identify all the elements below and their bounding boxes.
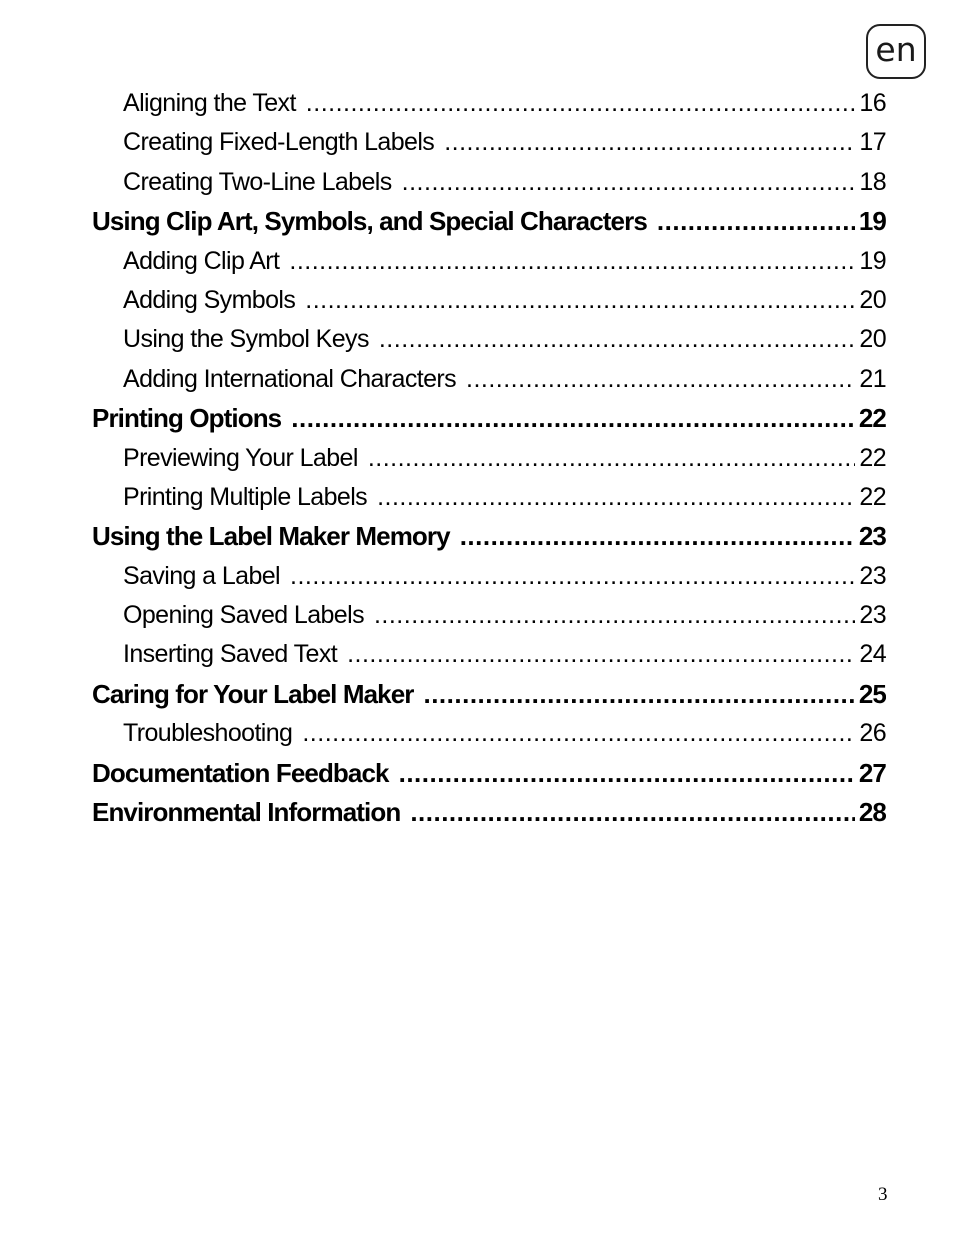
toc-entry-page: 22 [858,403,886,434]
toc-entry-page: 26 [859,719,886,748]
toc-entry-title: Aligning the Text [123,89,296,117]
toc-entry-title: Using Clip Art, Symbols, and Special Characters [92,206,647,237]
toc-entry-page: 20 [859,325,886,354]
toc-entry-title: Opening Saved Labels [123,601,364,630]
toc-entry-title: Using the Symbol Keys [123,325,369,354]
toc-entry-title: Using the Label Maker Memory [92,521,450,552]
language-badge: en [866,24,926,79]
toc-entry-page: 23 [859,561,886,590]
toc-subsection-entry[interactable] [92,635,886,674]
toc-entry-page: 17 [859,128,886,157]
toc-dot-leader [289,242,855,281]
toc-entry-page: 22 [859,443,886,472]
toc-section-entry[interactable] [92,517,886,556]
toc-entry-page: 23 [859,601,886,630]
toc-dot-leader [466,360,855,399]
toc-entry-title: Documentation Feedback [92,757,389,788]
toc-entry-page: 23 [858,521,886,552]
toc-entry-page: 18 [859,167,886,196]
toc-entry-page: 16 [859,89,886,117]
toc-entry-title: Caring for Your Label Maker [92,678,414,709]
toc-dot-leader [423,675,854,714]
toc-entry-title: Adding Symbols [123,285,296,314]
toc-section-entry[interactable] [92,202,886,241]
toc-entry-page: 19 [858,206,886,237]
toc-subsection-entry[interactable] [92,281,886,320]
toc-entry-title: Printing Options [92,403,282,434]
toc-dot-leader [291,399,855,438]
toc-entry-title: Previewing Your Label [123,443,358,472]
toc-entry-title: Adding Clip Art [123,246,280,275]
toc-section-entry[interactable] [92,754,886,793]
toc-dot-leader [290,557,855,596]
toc-dot-leader [379,320,856,359]
toc-dot-leader [302,714,855,753]
toc-entry-page: 22 [859,482,886,511]
toc-subsection-entry[interactable] [92,557,886,596]
toc-subsection-entry[interactable] [92,360,886,399]
toc-entry-title: Troubleshooting [123,719,293,748]
toc-dot-leader [305,281,855,320]
toc-subsection-entry[interactable] [92,439,886,478]
toc-subsection-entry[interactable] [92,163,886,202]
toc-dot-leader [306,84,856,123]
toc-entry-page: 24 [859,640,886,669]
toc-dot-leader [377,478,855,517]
toc-entry-title: Adding International Characters [123,364,456,393]
toc-dot-leader [410,793,855,832]
toc-dot-leader [374,596,855,635]
toc-entry-page: 27 [858,757,886,788]
toc-entry-title: Inserting Saved Text [123,640,338,669]
table-of-contents [92,84,886,832]
toc-dot-leader [657,202,855,241]
toc-section-entry[interactable] [92,793,886,832]
toc-entry-page: 25 [858,678,886,709]
toc-entry-page: 20 [859,285,886,314]
toc-subsection-entry[interactable] [92,478,886,517]
toc-dot-leader [399,754,855,793]
toc-entry-title: Creating Two-Line Labels [123,167,392,196]
toc-subsection-entry[interactable] [92,320,886,359]
toc-entry-page: 21 [859,364,886,393]
toc-dot-leader [368,439,856,478]
toc-dot-leader [444,123,855,162]
toc-entry-title: Printing Multiple Labels [123,482,368,511]
toc-subsection-entry[interactable] [92,596,886,635]
toc-section-entry[interactable] [92,399,886,438]
toc-entry-page: 28 [858,797,886,828]
toc-subsection-entry[interactable] [92,714,886,753]
toc-entry-title: Creating Fixed-Length Labels [123,128,435,157]
toc-dot-leader [347,635,855,674]
toc-subsection-entry[interactable] [92,242,886,281]
toc-dot-leader [460,517,855,556]
toc-subsection-entry[interactable] [92,123,886,162]
toc-section-entry[interactable] [92,675,886,714]
toc-entry-page: 19 [859,246,886,275]
toc-dot-leader [402,163,856,202]
page-number: 3 [878,1184,888,1205]
toc-subsection-entry[interactable] [92,84,886,123]
toc-entry-title: Environmental Information [92,797,401,828]
toc-entry-title: Saving a Label [123,561,281,590]
